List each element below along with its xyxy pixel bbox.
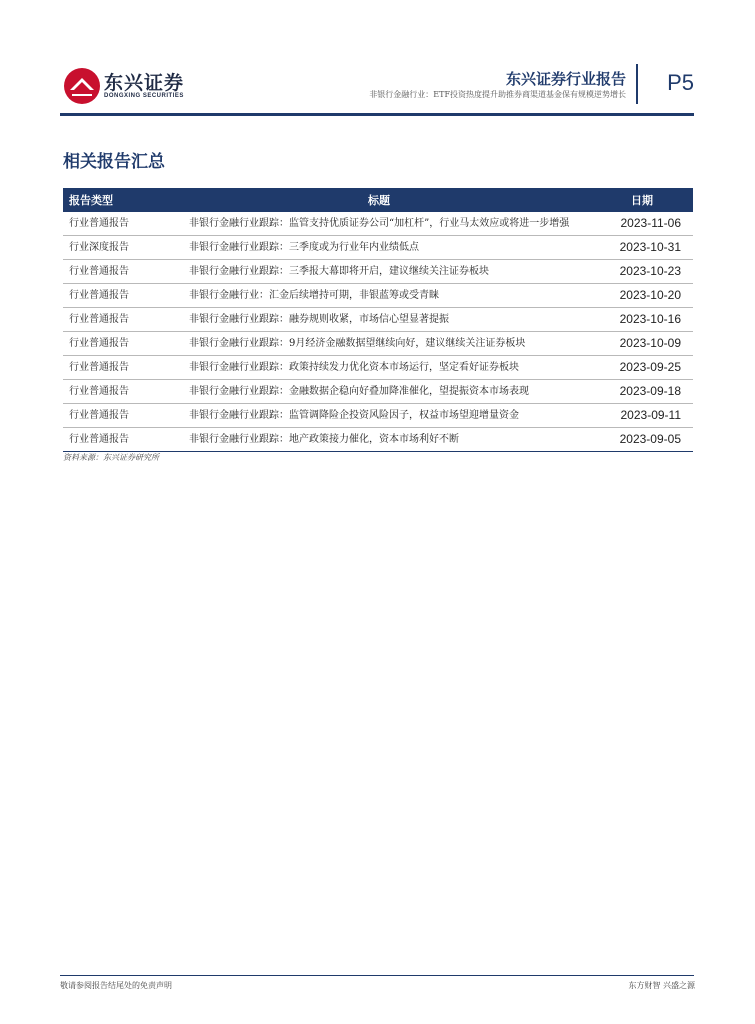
report-subtitle: 非银行金融行业：ETF投资热度提升助推券商渠道基金保有规模逆势增长 — [369, 90, 626, 99]
row-title: 非银行金融行业跟踪：政策持续发力优化资本市场运行，坚定看好证券板块 — [167, 356, 591, 380]
row-type: 行业普通报告 — [63, 380, 167, 404]
row-date: 2023-10-23 — [591, 260, 693, 284]
table-header-row — [63, 188, 693, 212]
table-row — [63, 380, 693, 404]
related-reports-table — [63, 188, 693, 452]
header-divider — [636, 64, 638, 104]
row-type: 行业普通报告 — [63, 260, 167, 284]
row-date: 2023-09-05 — [591, 428, 693, 452]
row-date: 2023-10-20 — [591, 284, 693, 308]
footer-slogan: 东方财智 兴盛之源 — [628, 981, 695, 990]
table-row — [63, 212, 693, 236]
table-row — [63, 332, 693, 356]
footer-rule — [60, 975, 694, 976]
row-type: 行业普通报告 — [63, 428, 167, 452]
row-title: 非银行金融行业跟踪：监管调降险企投资风险因子，权益市场望迎增量资金 — [167, 404, 591, 428]
row-date: 2023-09-18 — [591, 380, 693, 404]
row-type: 行业普通报告 — [63, 308, 167, 332]
row-type: 行业普通报告 — [63, 332, 167, 356]
column-header-title: 标题 — [167, 188, 591, 212]
column-header-date: 日期 — [591, 188, 693, 212]
row-title: 非银行金融行业：汇金后续增持可期，非银蓝筹或受青睐 — [167, 284, 591, 308]
column-header-type: 报告类型 — [63, 188, 167, 212]
row-type: 行业深度报告 — [63, 236, 167, 260]
table-row — [63, 236, 693, 260]
page-header — [60, 62, 694, 114]
footer-disclaimer: 敬请参阅报告结尾处的免责声明 — [60, 981, 172, 990]
row-title: 非银行金融行业跟踪：融券规则收紧，市场信心望显著提振 — [167, 308, 591, 332]
row-title: 非银行金融行业跟踪：9月经济金融数据望继续向好，建议继续关注证券板块 — [167, 332, 591, 356]
row-type: 行业普通报告 — [63, 284, 167, 308]
row-date: 2023-10-31 — [591, 236, 693, 260]
row-date: 2023-09-25 — [591, 356, 693, 380]
row-type: 行业普通报告 — [63, 356, 167, 380]
header-rule — [60, 113, 694, 116]
company-logo — [62, 66, 192, 106]
table-row — [63, 284, 693, 308]
page-number: P5 — [667, 70, 694, 95]
row-date: 2023-10-16 — [591, 308, 693, 332]
table-row — [63, 428, 693, 452]
row-title: 非银行金融行业跟踪：地产政策接力催化，资本市场利好不断 — [167, 428, 591, 452]
row-type: 行业普通报告 — [63, 212, 167, 236]
section-title: 相关报告汇总 — [63, 152, 165, 172]
row-date: 2023-09-11 — [591, 404, 693, 428]
table-row — [63, 308, 693, 332]
report-type: 东兴证券行业报告 — [505, 70, 626, 88]
row-date: 2023-10-09 — [591, 332, 693, 356]
table-row — [63, 260, 693, 284]
table-row — [63, 404, 693, 428]
row-title: 非银行金融行业跟踪：金融数据企稳向好叠加降准催化，望提振资本市场表现 — [167, 380, 591, 404]
source-note: 资料来源：东兴证券研究所 — [63, 453, 159, 462]
logo-company-name: 东兴证券 — [104, 72, 185, 94]
table-row — [63, 356, 693, 380]
row-title: 非银行金融行业跟踪：三季报大幕即将开启，建议继续关注证券板块 — [167, 260, 591, 284]
row-date: 2023-11-06 — [591, 212, 693, 236]
row-title: 非银行金融行业跟踪：三季度或为行业年内业绩低点 — [167, 236, 591, 260]
row-type: 行业普通报告 — [63, 404, 167, 428]
logo-company-name-en: DONGXING SECURITIES — [104, 93, 184, 99]
row-title: 非银行金融行业跟踪：监管支持优质证券公司“加杠杆”，行业马太效应或将进一步增强 — [167, 212, 591, 236]
dongxing-logo-icon — [62, 66, 102, 106]
